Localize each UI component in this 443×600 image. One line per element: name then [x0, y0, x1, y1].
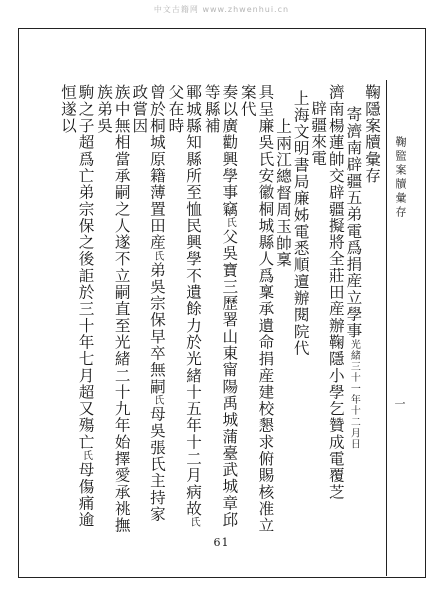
memorial-line-2: 奏以廣勸興學事竊氏父吳寶三歷署山東甯陽禹城蒲臺武城章邱等縣補: [202, 84, 239, 528]
heading-telegram-1: 寄濟南辟疆五弟電爲捐産立學事光緒三十一年十二月日: [344, 106, 363, 450]
memorial-line-4: 曾於桐城原籍薄置田産氏弟吳宗保早卒無嗣氏母吳張氏主持家政嘗因: [130, 84, 166, 523]
memorial-line-6: 駒之子超爲亡弟宗保之後詎於三十年七月超又殤亡氏母傷痛逾恒遂以: [58, 84, 95, 528]
date-note: 光緒三十一年十二月: [348, 339, 360, 439]
heading-telegram-3: 上海文明書局廉姊電悉順邅辦閱院代: [291, 90, 310, 357]
heading-memorial: 上兩江總督周玉帥稟: [274, 118, 293, 268]
page-number: 61: [213, 536, 230, 549]
spine-sheet-number: 一: [393, 398, 406, 409]
telegram-text-1: 濟南楊蓮帥交辟疆擬將全莊田産辦鞠隱小學乞贊成電覆芝: [326, 84, 345, 501]
heading-telegram-2: 辟疆來電: [309, 100, 328, 167]
document-body: [52, 84, 380, 534]
document-title: 鞠隱案牘彙存: [363, 84, 381, 184]
memorial-line-5: 族中無相當承嗣之人遂不立嗣直至光緒二十九年始擇愛承祧撫族弟吳: [95, 84, 131, 534]
site-watermark: 中文古籍网 www.zhwenhui.cn: [153, 5, 290, 14]
margin-divider: [386, 80, 387, 576]
memorial-line-3: 鄆城縣知縣所至恤民興學不遺餘力於光緒十五年十二月病故氏父在時: [166, 84, 203, 528]
memorial-line-1: 具呈廉吳氏安徽桐城縣人爲稟承遺命捐産建校懇求俯賜核准立案代: [238, 84, 275, 534]
spine-title: 鞠盬案牘彙存: [394, 136, 407, 220]
